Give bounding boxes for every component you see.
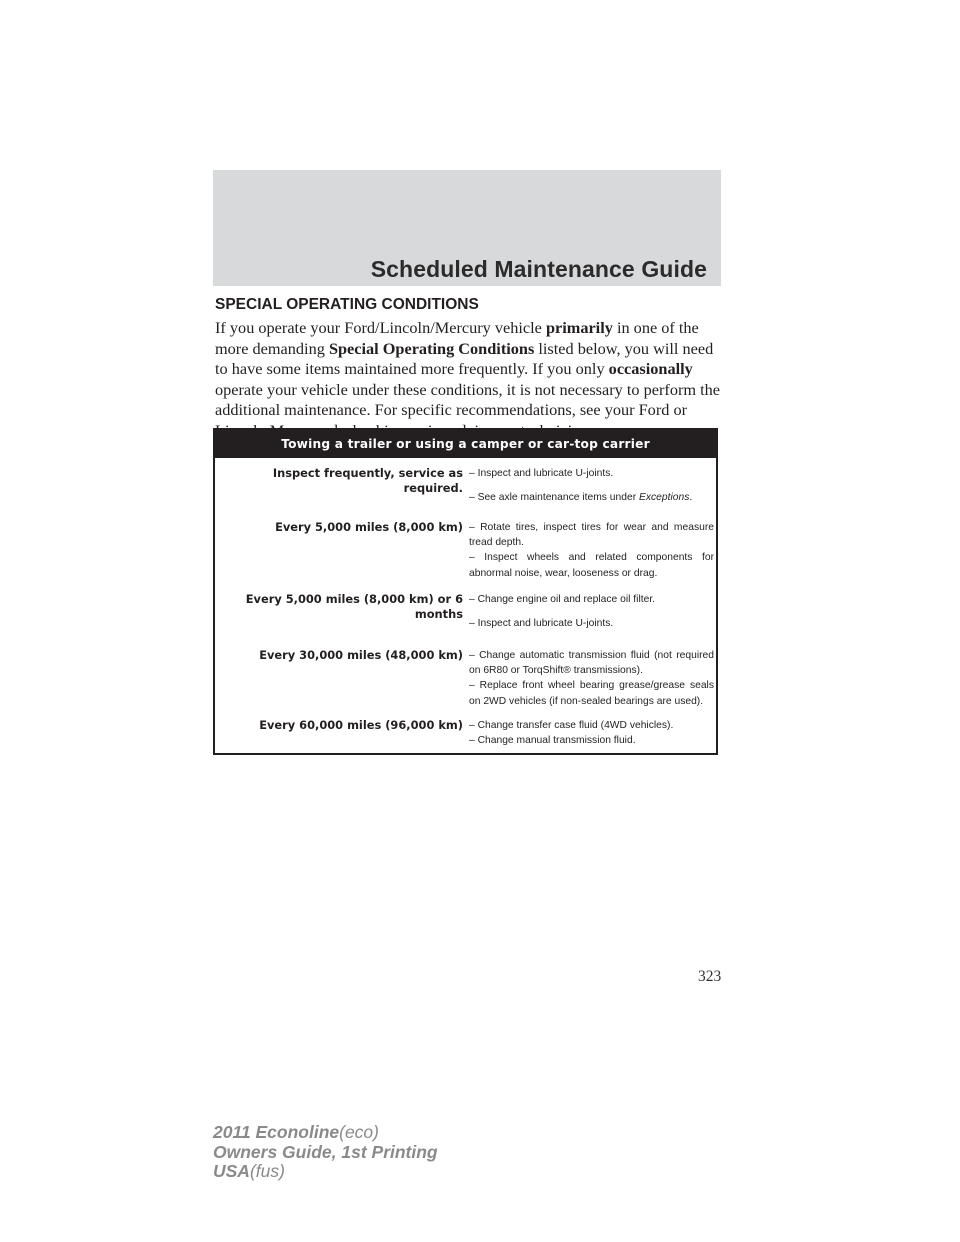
intro-text: If you operate your Ford/Lincoln/Mercury vehicle xyxy=(215,318,546,337)
intro-text: in one of the more demanding xyxy=(215,318,699,358)
row-interval-label: Every 5,000 miles (8,000 km) or 6 months xyxy=(245,592,463,621)
row-items xyxy=(469,648,714,709)
footer-model: 2011 Econoline xyxy=(213,1122,340,1142)
maintenance-item: – Change automatic transmission fluid (not required on 6R80 or TorqShift® transmissions). xyxy=(469,650,714,677)
section-heading: SPECIAL OPERATING CONDITIONS xyxy=(215,296,479,313)
maintenance-item: – Change engine oil and replace oil filter. xyxy=(469,594,656,605)
section-header-band xyxy=(213,170,721,286)
intro-text: operate your vehicle under these conditions, it is not necessary to perform the additional maintenance. For specific recommendations, see your Ford or xyxy=(215,379,721,420)
item-text: – See axle maintenance items under xyxy=(469,492,639,504)
row-items xyxy=(469,466,714,505)
intro-emphasis: Special Operating Conditions xyxy=(328,338,535,358)
table-title: Towing a trailer or using a camper or car-top carrier xyxy=(215,430,716,458)
maintenance-item: – Change manual transmission fluid. xyxy=(469,735,636,747)
exceptions-reference: Exceptions xyxy=(639,492,690,504)
footer-model-code: (eco) xyxy=(339,1122,379,1142)
maintenance-table xyxy=(213,428,718,755)
maintenance-item: – Rotate tires, inspect tires for wear and measure tread depth. xyxy=(469,522,714,549)
page-number: 323 xyxy=(698,968,722,985)
footer-market-code: (fus) xyxy=(249,1161,285,1181)
maintenance-item: – Inspect and lubricate U-joints. xyxy=(469,468,614,479)
intro-emphasis: occasionally xyxy=(608,359,693,379)
row-items xyxy=(469,592,714,631)
maintenance-item: – Change transfer case fluid (4WD vehicles). xyxy=(469,720,674,731)
row-interval-label: Every 60,000 miles (96,000 km) xyxy=(259,718,463,732)
row-items xyxy=(469,520,714,581)
maintenance-item: – Inspect and lubricate U-joints. xyxy=(469,618,614,630)
intro-emphasis: primarily xyxy=(545,318,613,337)
maintenance-item: – Inspect wheels and related components for abnormal noise, wear, looseness or drag. xyxy=(469,552,714,579)
row-items xyxy=(469,718,714,748)
document-footer xyxy=(213,1123,438,1182)
row-interval-label: Every 5,000 miles (8,000 km) xyxy=(275,520,463,534)
maintenance-item: – Replace front wheel bearing grease/grease seals on 2WD vehicles (if non-sealed bearings are used). xyxy=(469,680,714,707)
footer-line xyxy=(213,1162,438,1182)
footer-line: Owners Guide, 1st Printing xyxy=(213,1141,438,1162)
row-interval-label: Inspect frequently, service as required. xyxy=(272,466,463,495)
section-header-title: Scheduled Maintenance Guide xyxy=(370,256,707,282)
row-interval-label: Every 30,000 miles (48,000 km) xyxy=(259,648,463,662)
maintenance-item xyxy=(469,490,714,505)
intro-paragraph xyxy=(215,318,720,442)
item-text: . xyxy=(689,492,693,504)
footer-market: USA xyxy=(213,1161,250,1181)
footer-line xyxy=(213,1123,438,1143)
intro-text: listed below, you will need to have some items maintained more frequently. If you only xyxy=(215,338,714,379)
